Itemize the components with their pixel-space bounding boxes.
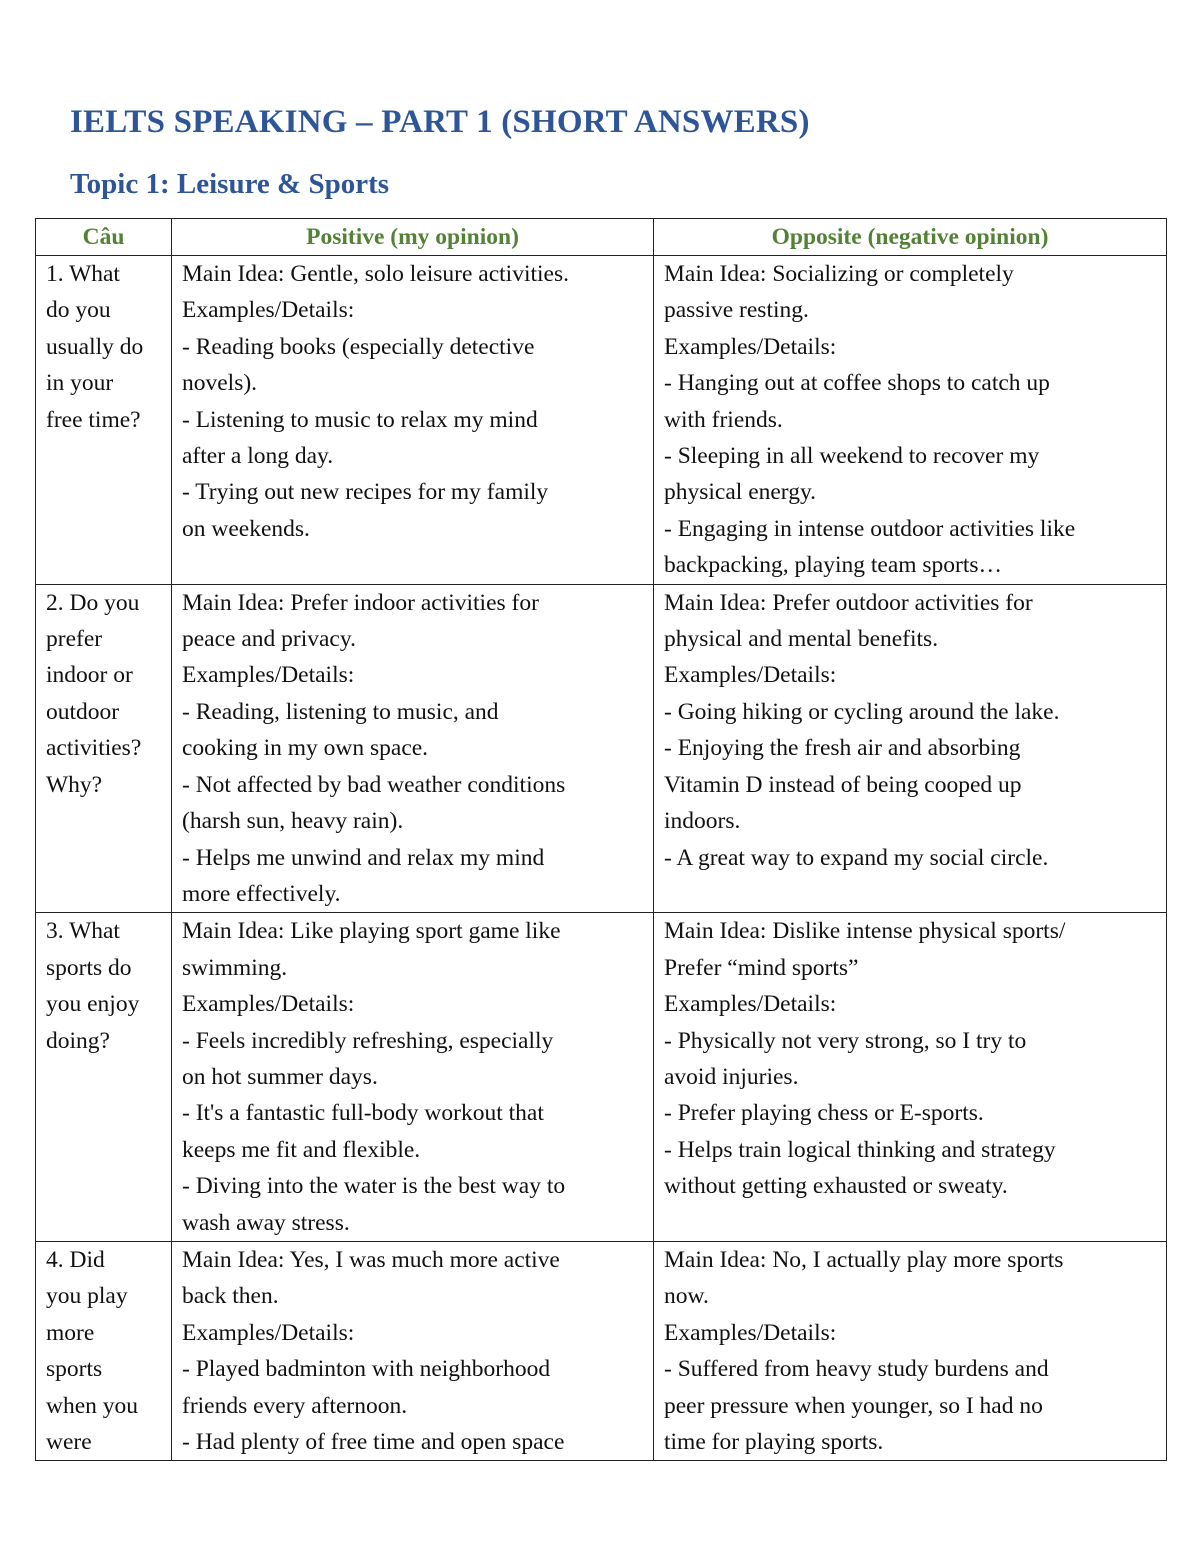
question-cell [36,584,172,913]
question-line: when you [46,1392,139,1419]
opposite-answer-line: Examples/Details: [664,1319,837,1346]
opposite-answer-line: Vitamin D instead of being cooped up [664,771,1022,798]
positive-answer-line: on weekends. [182,515,310,542]
question-line: free time? [46,406,141,433]
opposite-answer-cell [654,913,1167,1242]
positive-answer-line: - Diving into the water is the best way to [182,1173,566,1200]
positive-answer-line: wash away stress. [182,1209,350,1236]
positive-answer-line: Examples/Details: [182,297,355,324]
question-line: activities? [46,735,142,762]
opposite-answer-line: Main Idea: No, I actually play more sports [664,1246,1064,1273]
opposite-answer-line: without getting exhausted or sweaty. [664,1173,1008,1200]
opposite-answer-line: Main Idea: Socializing or completely [664,261,1014,287]
opposite-answer-line: physical and mental benefits. [664,626,939,653]
opposite-answer-line: indoors. [664,808,741,835]
positive-answer-line: Main Idea: Prefer indoor activities for [182,589,539,616]
opposite-answer-line: peer pressure when younger, so I had no [664,1392,1043,1419]
opposite-answer-line: - Hanging out at coffee shops to catch up [664,370,1050,397]
table-row [36,913,1167,1242]
opposite-answer-line: avoid injuries. [664,1063,799,1090]
question-line: Why? [46,771,103,798]
speaking-answers-table [35,218,1167,1461]
question-line: doing? [46,1027,110,1054]
positive-answer-line: Examples/Details: [182,991,355,1018]
positive-answer-cell [172,256,654,585]
question-line: you enjoy [46,991,140,1018]
question-line: prefer [46,626,103,653]
header-positive: Positive (my opinion) [172,219,654,256]
opposite-answer-line: with friends. [664,406,783,433]
positive-answer-line: after a long day. [182,443,334,470]
question-line: do you [46,297,111,324]
opposite-answer-line: now. [664,1283,709,1310]
opposite-answer-line: Examples/Details: [664,333,837,360]
opposite-answer-line: - Suffered from heavy study burdens and [664,1356,1049,1383]
question-line: sports do [46,954,132,981]
positive-answer-line: keeps me fit and flexible. [182,1136,421,1163]
positive-answer-line: - Not affected by bad weather conditions [182,771,566,798]
positive-answer-line: - Played badminton with neighborhood [182,1356,551,1383]
opposite-answer-line: backpacking, playing team sports… [664,552,1003,579]
question-cell [36,913,172,1242]
opposite-answer-line: - Sleeping in all weekend to recover my [664,443,1040,470]
opposite-answer-line: Main Idea: Prefer outdoor activities for [664,589,1033,616]
question-line: in your [46,370,114,397]
opposite-answer-cell [654,584,1167,913]
header-question: Câu [36,219,172,256]
positive-answer-line: novels). [182,370,258,397]
positive-answer-cell [172,1241,654,1460]
opposite-answer-line: passive resting. [664,297,809,324]
opposite-answer-line: Prefer “mind sports” [664,954,859,981]
opposite-answer-line: - A great way to expand my social circle. [664,844,1049,871]
positive-answer-cell [172,913,654,1242]
opposite-answer-line: - Enjoying the fresh air and absorbing [664,735,1021,762]
question-line: 1. What [46,261,120,287]
positive-answer-line: Main Idea: Like playing sport game like [182,918,561,945]
opposite-answer-line: physical energy. [664,479,817,506]
positive-answer-line: - Feels incredibly refreshing, especially [182,1027,554,1054]
positive-answer-line: swimming. [182,954,288,981]
topic-heading: Topic 1: Leisure & Sports [70,168,390,200]
positive-answer-line: - Helps me unwind and relax my mind [182,844,545,871]
question-line: sports [46,1356,103,1383]
opposite-answer-line: Main Idea: Dislike intense physical sports/ [664,918,1066,945]
question-cell [36,256,172,585]
opposite-answer-line: Examples/Details: [664,991,837,1018]
question-line: indoor or [46,662,133,689]
positive-answer-line: - Trying out new recipes for my family [182,479,549,506]
question-line: usually do [46,333,144,360]
header-opposite: Opposite (negative opinion) [654,219,1167,256]
positive-answer-line: (harsh sun, heavy rain). [182,808,404,835]
positive-answer-line: - Reading, listening to music, and [182,698,499,725]
positive-answer-line: Main Idea: Gentle, solo leisure activities. [182,261,569,287]
question-line: more [46,1319,95,1346]
question-line: 4. Did [46,1246,105,1273]
positive-answer-line: Examples/Details: [182,1319,355,1346]
positive-answer-line: back then. [182,1283,279,1310]
table-header-row [36,219,1167,256]
table-row [36,256,1167,585]
table-body [36,256,1167,1461]
positive-answer-line: - Listening to music to relax my mind [182,406,538,433]
positive-answer-line: - Had plenty of free time and open space [182,1429,565,1455]
positive-answer-line: Main Idea: Yes, I was much more active [182,1246,560,1273]
opposite-answer-line: - Engaging in intense outdoor activities like [664,515,1076,542]
positive-answer-line: peace and privacy. [182,626,356,653]
question-line: 2. Do you [46,589,140,616]
positive-answer-line: friends every afternoon. [182,1392,408,1419]
question-line: 3. What [46,918,120,945]
table-row [36,1241,1167,1460]
opposite-answer-line: - Helps train logical thinking and strategy [664,1136,1056,1163]
opposite-answer-line: Examples/Details: [664,662,837,689]
positive-answer-line: cooking in my own space. [182,735,429,762]
question-line: were [46,1429,92,1455]
opposite-answer-line: - Physically not very strong, so I try to [664,1027,1027,1054]
positive-answer-line: - It's a fantastic full-body workout that [182,1100,544,1127]
positive-answer-line: on hot summer days. [182,1063,378,1090]
opposite-answer-line: time for playing sports. [664,1429,884,1455]
question-line: you play [46,1283,128,1310]
positive-answer-line: - Reading books (especially detective [182,333,535,360]
opposite-answer-line: - Going hiking or cycling around the lake. [664,698,1060,725]
positive-answer-line: more effectively. [182,880,341,907]
question-line: outdoor [46,698,120,725]
opposite-answer-line: - Prefer playing chess or E-sports. [664,1100,984,1127]
positive-answer-line: Examples/Details: [182,662,355,689]
opposite-answer-cell [654,256,1167,585]
opposite-answer-cell [654,1241,1167,1460]
question-cell [36,1241,172,1460]
document-title: IELTS SPEAKING – PART 1 (SHORT ANSWERS) [70,104,810,140]
table-row [36,584,1167,913]
positive-answer-cell [172,584,654,913]
